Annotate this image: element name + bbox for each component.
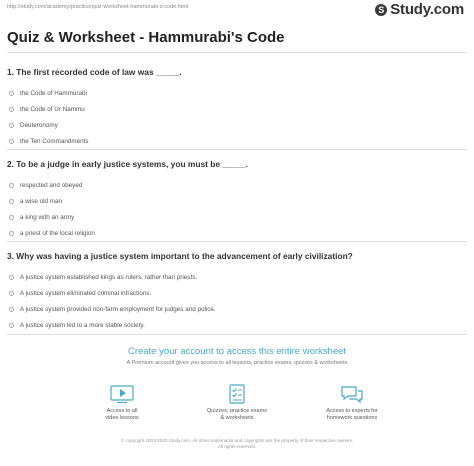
page-title: Quiz & Worksheet - Hammurabi's Code	[7, 29, 285, 46]
question-divider	[7, 241, 467, 242]
quiz-worksheet-icon	[224, 384, 250, 404]
radio-icon[interactable]	[9, 275, 14, 280]
answer-label: a priest of the local religion	[20, 229, 95, 237]
answer-option[interactable]	[7, 209, 467, 225]
answer-option[interactable]	[7, 193, 467, 209]
study-logo-text: Study.com	[390, 1, 464, 18]
premium-features	[0, 384, 474, 434]
answer-option[interactable]	[7, 269, 467, 285]
feature-experts	[307, 384, 397, 422]
answer-option[interactable]	[7, 285, 467, 301]
study-logo-icon: S	[375, 4, 387, 16]
answer-label: a wise old man	[20, 197, 62, 205]
answer-label: the Ten Commandments	[20, 137, 89, 145]
question-text: 1. The first recorded code of law was _____.	[7, 67, 182, 77]
answer-option[interactable]	[7, 177, 467, 193]
answer-label: a king with an army	[20, 213, 75, 221]
radio-icon[interactable]	[9, 183, 14, 188]
radio-icon[interactable]	[9, 91, 14, 96]
radio-icon[interactable]	[9, 215, 14, 220]
radio-icon[interactable]	[9, 231, 14, 236]
radio-icon[interactable]	[9, 307, 14, 312]
copyright-line: © copyright 2003-2020 Study.com. All other trademarks and copyrights are the property of their respective owners.	[120, 438, 354, 443]
feature-video-lessons	[77, 384, 167, 422]
answer-option[interactable]	[7, 101, 467, 117]
feature-quizzes	[192, 384, 282, 422]
cta-subtitle: A Premium account gives you access to all lessons, practice exams, quizzes & worksheets	[126, 360, 348, 366]
answer-label: respected and obeyed	[20, 181, 83, 189]
question-2	[7, 159, 467, 241]
answer-label: Deuteronomy	[20, 121, 58, 129]
feature-label: Access to all video lessons	[105, 408, 139, 421]
answer-label: the Code of Ur Nammu	[20, 105, 85, 113]
radio-icon[interactable]	[9, 123, 14, 128]
question-divider	[7, 334, 467, 335]
radio-icon[interactable]	[9, 323, 14, 328]
expert-chat-icon	[339, 384, 365, 404]
radio-icon[interactable]	[9, 199, 14, 204]
answer-option[interactable]	[7, 301, 467, 317]
radio-icon[interactable]	[9, 139, 14, 144]
rights-line: All rights reserved.	[217, 444, 257, 449]
feature-label: Access to experts for homework questions	[326, 408, 378, 421]
answer-option[interactable]	[7, 117, 467, 133]
answer-label: the Code of Hammurabi	[20, 89, 87, 97]
answer-label: A justice system led to a more stable society.	[20, 321, 145, 329]
video-lessons-icon	[109, 384, 135, 404]
premium-cta	[0, 346, 474, 366]
copyright-footer	[0, 438, 474, 450]
page-url: http://study.com/academy/practice/quiz-worksheet-hammurabi-s-code.html	[7, 4, 189, 10]
question-divider	[7, 149, 467, 150]
answer-option[interactable]	[7, 317, 467, 333]
answer-label: A justice system established kings as rulers, rather than priests.	[20, 273, 198, 281]
radio-icon[interactable]	[9, 291, 14, 296]
cta-title[interactable]: Create your account to access this entire worksheet	[127, 346, 347, 357]
study-logo[interactable]	[375, 1, 464, 18]
title-divider	[7, 52, 467, 53]
question-text: 2. To be a judge in early justice systems, you must be _____.	[7, 159, 248, 169]
answer-option[interactable]	[7, 85, 467, 101]
radio-icon[interactable]	[9, 107, 14, 112]
answer-option[interactable]	[7, 133, 467, 149]
answer-label: A justice system provided non-farm employment for judges and police.	[20, 305, 216, 313]
answer-label: A justice system eliminated criminal infractions.	[20, 289, 152, 297]
question-1	[7, 67, 467, 149]
question-3	[7, 251, 467, 333]
feature-label: Quizzes, practice exams & worksheets	[207, 408, 267, 421]
answer-option[interactable]	[7, 225, 467, 241]
question-text: 3. Why was having a justice system important to the advancement of early civilization?	[7, 251, 353, 261]
